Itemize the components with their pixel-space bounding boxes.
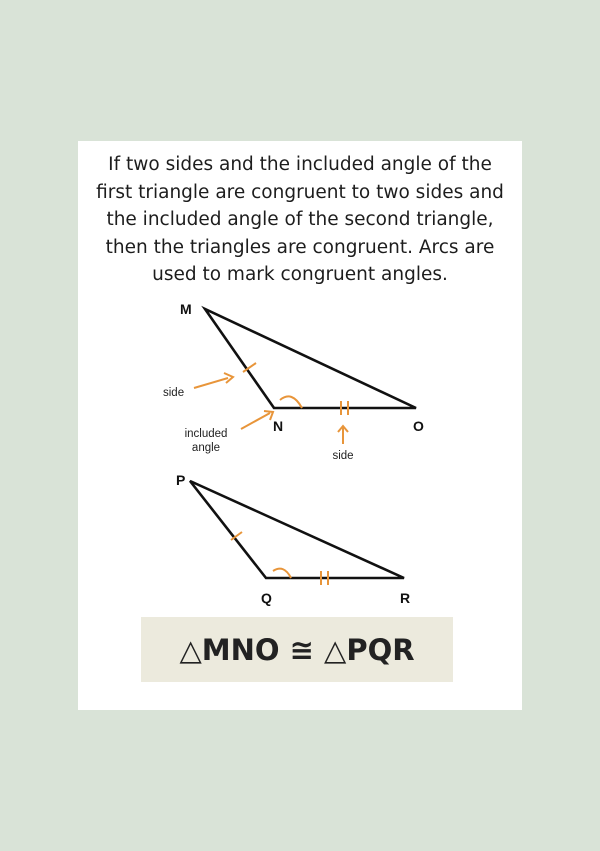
included-angle-arrow-shaft xyxy=(241,413,270,429)
congruence-statement: △MNO ≅ △PQR xyxy=(179,632,415,667)
info-card xyxy=(78,141,522,710)
triangle-mno xyxy=(180,301,424,434)
triangle-pqr xyxy=(176,472,410,606)
vertex-label-o: O xyxy=(413,418,424,434)
triangle-pqr-outline xyxy=(190,481,404,578)
angle-annotation-label: angle xyxy=(191,442,221,454)
side-bottom-annotation-label: side xyxy=(332,450,354,462)
vertex-label-p: P xyxy=(176,472,186,488)
side-annotation-label: side xyxy=(163,387,185,399)
angle-arc-q xyxy=(273,569,291,578)
included-annotation-label: included xyxy=(184,428,228,440)
congruence-banner xyxy=(141,617,453,682)
vertex-label-m: M xyxy=(180,301,192,317)
angle-arc-n xyxy=(280,396,302,408)
vertex-label-n: N xyxy=(273,418,284,434)
side-arrow-shaft xyxy=(194,378,228,388)
triangle-mno-outline xyxy=(205,309,416,408)
vertex-label-r: R xyxy=(400,590,411,606)
description-text: If two sides and the included angle of the first triangle are congruent to two sides and the included angle of the second triangle, then the triangles are congruent. Arcs are used to mark congruent angles. xyxy=(96,154,504,285)
vertex-label-q: Q xyxy=(261,590,272,606)
